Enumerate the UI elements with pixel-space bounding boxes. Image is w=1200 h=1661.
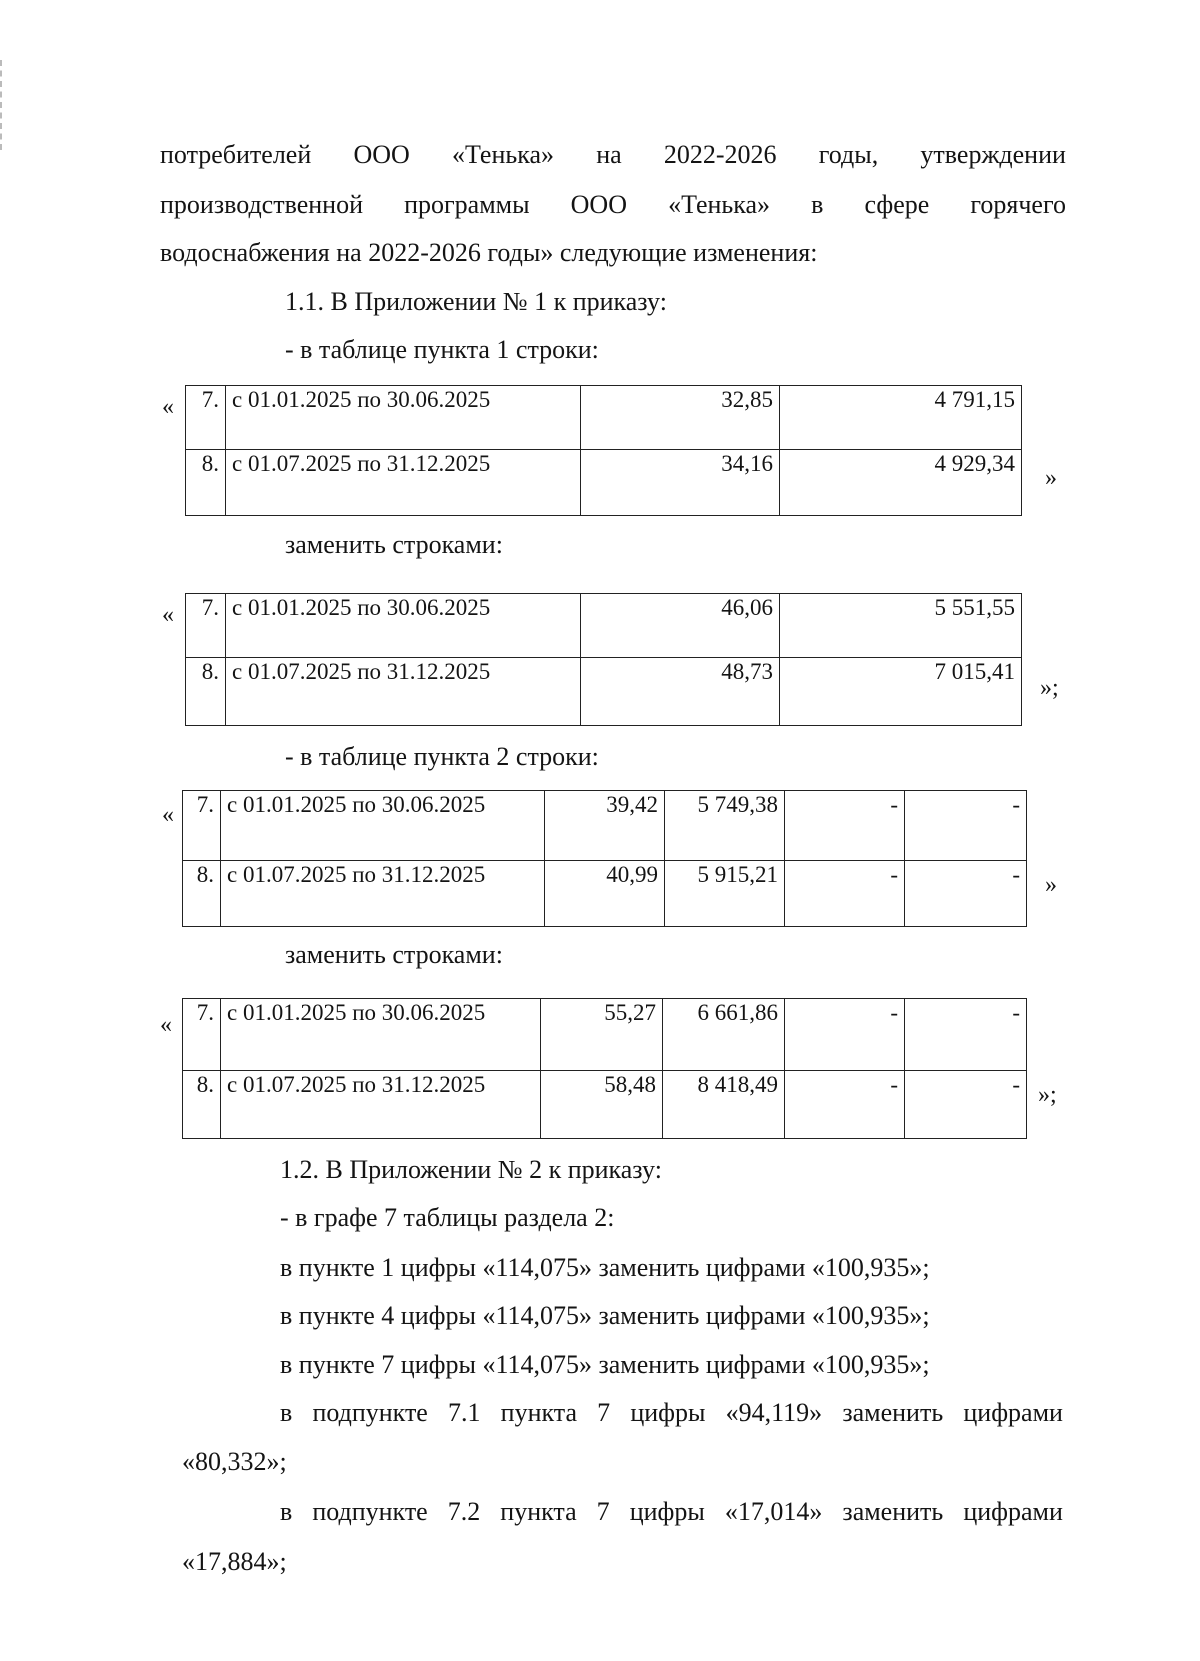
- change-sub-7-2-cont: «17,884»;: [182, 1547, 287, 1576]
- value-cell: 34,16: [581, 450, 780, 516]
- paragraph-line-2: [160, 190, 1066, 220]
- table-row: [186, 386, 1022, 450]
- value-cell: 5 749,38: [665, 791, 785, 861]
- value-cell: 58,48: [541, 1071, 663, 1139]
- word: заменить: [842, 1398, 944, 1427]
- word: ООО: [570, 190, 627, 219]
- value-cell: 6 661,86: [663, 999, 785, 1071]
- word: «Тенька»: [668, 190, 771, 219]
- row-number: 7.: [183, 791, 221, 861]
- word: цифрами: [963, 1398, 1063, 1427]
- table-row: [186, 594, 1022, 658]
- open-quote: «: [162, 394, 174, 420]
- value-cell: 7 015,41: [780, 658, 1022, 726]
- row-number: 7.: [183, 999, 221, 1071]
- paragraph-line-1: [160, 140, 1066, 170]
- open-quote: «: [162, 802, 174, 828]
- section-1-2-heading: 1.2. В Приложении № 2 к приказу:: [280, 1155, 662, 1184]
- section-1-2-intro: - в графе 7 таблицы раздела 2:: [280, 1203, 615, 1232]
- word: 7.2: [447, 1497, 481, 1526]
- change-sub-7-1: [280, 1398, 1063, 1428]
- table-p2-new: [182, 998, 1027, 1139]
- period-cell: с 01.07.2025 по 31.12.2025: [226, 658, 581, 726]
- word: 7: [597, 1398, 611, 1427]
- row-number: 8.: [186, 450, 226, 516]
- word: подпункте: [312, 1497, 428, 1526]
- dash-cell: -: [785, 1071, 905, 1139]
- dash-cell: -: [905, 791, 1027, 861]
- word: программы: [404, 190, 530, 219]
- value-cell: 40,99: [545, 861, 665, 927]
- word: ООО: [353, 140, 410, 169]
- value-cell: 4 929,34: [780, 450, 1022, 516]
- row-number: 8.: [183, 861, 221, 927]
- change-item-p1: в пункте 1 цифры «114,075» заменить цифрами «100,935»;: [280, 1253, 930, 1282]
- close-quote-semicolon: »;: [1040, 675, 1059, 701]
- word: цифры: [629, 1497, 705, 1526]
- row-number: 7.: [186, 594, 226, 658]
- change-item-p4: в пункте 4 цифры «114,075» заменить цифрами «100,935»;: [280, 1301, 930, 1330]
- period-cell: с 01.01.2025 по 30.06.2025: [221, 791, 545, 861]
- dash-cell: -: [785, 861, 905, 927]
- value-cell: 39,42: [545, 791, 665, 861]
- open-quote: «: [160, 1012, 172, 1038]
- table-p1-old: [185, 385, 1022, 516]
- section-1-1-intro-p2: - в таблице пункта 2 строки:: [285, 742, 599, 771]
- word: в: [811, 190, 824, 219]
- value-cell: 8 418,49: [663, 1071, 785, 1139]
- word: потребителей: [160, 140, 312, 169]
- table-row: [183, 861, 1027, 927]
- period-cell: с 01.01.2025 по 30.06.2025: [221, 999, 541, 1071]
- row-number: 7.: [186, 386, 226, 450]
- word: 2022-2026: [663, 140, 777, 169]
- word: сфере: [864, 190, 930, 219]
- word: горячего: [970, 190, 1066, 219]
- table-row: [186, 658, 1022, 726]
- open-quote: «: [162, 602, 174, 628]
- word: в: [280, 1398, 293, 1427]
- dash-cell: -: [785, 999, 905, 1071]
- word: «Тенька»: [452, 140, 554, 169]
- table-row: [186, 450, 1022, 516]
- word: 7: [596, 1497, 610, 1526]
- period-cell: с 01.07.2025 по 31.12.2025: [221, 1071, 541, 1139]
- period-cell: с 01.01.2025 по 30.06.2025: [226, 386, 581, 450]
- table-p1-new: [185, 593, 1022, 726]
- section-1-1-intro-p1: - в таблице пункта 1 строки:: [285, 335, 599, 364]
- value-cell: 4 791,15: [780, 386, 1022, 450]
- value-cell: 48,73: [581, 658, 780, 726]
- value-cell: 32,85: [581, 386, 780, 450]
- word: утверждении: [920, 140, 1066, 169]
- dash-cell: -: [905, 1071, 1027, 1139]
- replace-label-2: заменить строками:: [285, 940, 503, 969]
- word: 7.1: [448, 1398, 481, 1427]
- row-number: 8.: [183, 1071, 221, 1139]
- word: цифры: [630, 1398, 706, 1427]
- value-cell: 5 551,55: [780, 594, 1022, 658]
- value-cell: 55,27: [541, 999, 663, 1071]
- word: годы,: [818, 140, 879, 169]
- table-row: [183, 1071, 1027, 1139]
- word: «17,014»: [724, 1497, 823, 1526]
- table-row: [183, 999, 1027, 1071]
- word: пункта: [500, 1398, 578, 1427]
- row-number: 8.: [186, 658, 226, 726]
- paragraph-line-3: водоснабжения на 2022-2026 годы» следующие изменения:: [160, 238, 818, 267]
- word: пункта: [500, 1497, 577, 1526]
- change-item-p7: в пункте 7 цифры «114,075» заменить цифрами «100,935»;: [280, 1350, 930, 1379]
- word: подпункте: [312, 1398, 428, 1427]
- change-sub-7-1-cont: «80,332»;: [182, 1447, 287, 1476]
- replace-label-1: заменить строками:: [285, 530, 503, 559]
- dash-cell: -: [905, 999, 1027, 1071]
- table-row: [183, 791, 1027, 861]
- close-quote: »: [1045, 872, 1057, 898]
- scan-edge-mark: [0, 60, 5, 150]
- word: в: [280, 1497, 293, 1526]
- dash-cell: -: [905, 861, 1027, 927]
- change-sub-7-2: [280, 1497, 1063, 1527]
- word: на: [596, 140, 622, 169]
- value-cell: 5 915,21: [665, 861, 785, 927]
- period-cell: с 01.01.2025 по 30.06.2025: [226, 594, 581, 658]
- close-quote-semicolon: »;: [1038, 1082, 1057, 1108]
- close-quote: »: [1045, 465, 1057, 491]
- period-cell: с 01.07.2025 по 31.12.2025: [221, 861, 545, 927]
- word: цифрами: [963, 1497, 1063, 1526]
- table-p2-old: [182, 790, 1027, 927]
- word: «94,119»: [725, 1398, 823, 1427]
- period-cell: с 01.07.2025 по 31.12.2025: [226, 450, 581, 516]
- dash-cell: -: [785, 791, 905, 861]
- section-1-1-heading: 1.1. В Приложении № 1 к приказу:: [285, 287, 667, 316]
- word: заменить: [842, 1497, 944, 1526]
- word: производственной: [160, 190, 363, 219]
- value-cell: 46,06: [581, 594, 780, 658]
